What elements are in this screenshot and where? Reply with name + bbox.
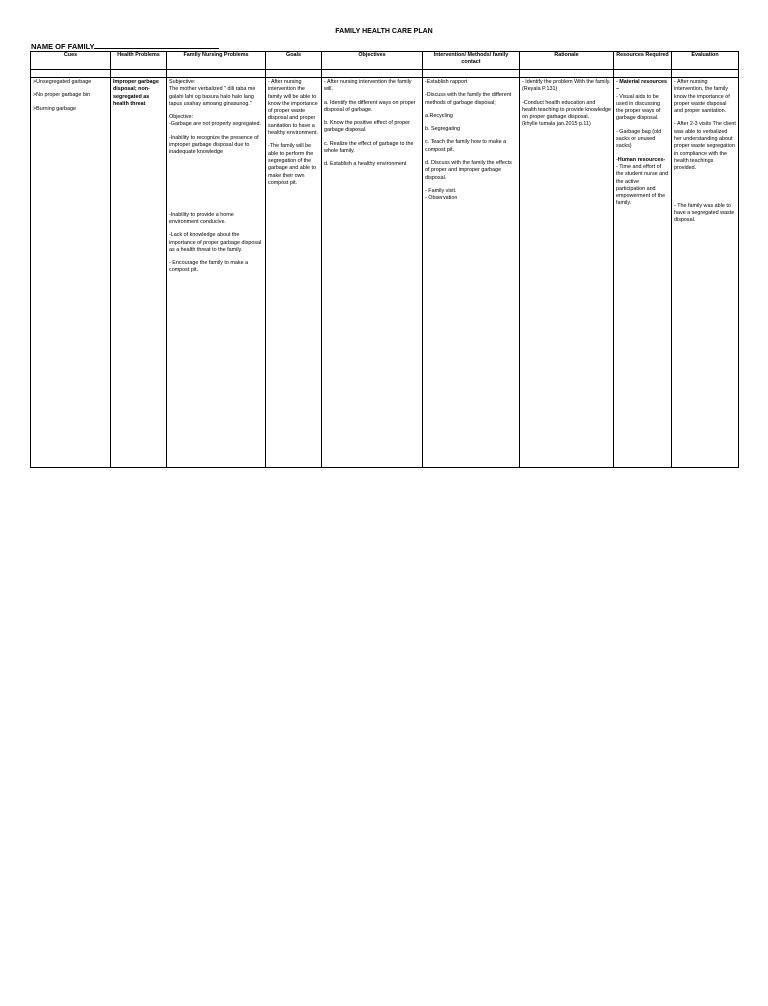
goal-item: - After nursing intervention the family will be able to know the importance of proper waste disposal and proper sanitation to have a healthy environment. xyxy=(268,79,319,137)
table-header-row xyxy=(31,52,739,70)
subjective-label: Subjective: xyxy=(169,79,196,85)
header-family-nursing-problems: Family Nursing Problems xyxy=(167,52,266,70)
cues-cell xyxy=(31,78,111,468)
rationale-item: - Identify the problem With the family. xyxy=(522,79,611,85)
header-intervention: Intervention/ Methods/ family contact xyxy=(423,52,520,70)
cue-item: >No proper garbage bin xyxy=(33,92,91,99)
header-health-problems: Health Problems xyxy=(111,52,167,70)
rationale-item: -Conduct health education and health teaching to provide knowledge on proper garbage disposal. xyxy=(522,99,612,121)
problem-inability-recognize: -Inability to recognize the presence of improper garbage disposal due to inadequate knowledge xyxy=(169,134,259,156)
goal-item: -The family will be able to perform the segregation of the garbage and able to make their own compost pit. xyxy=(268,143,316,186)
header-objectives: Objectives xyxy=(322,52,423,70)
resource-item: - Visual aids to be used in discussing the proper ways of garbage disposal. xyxy=(616,93,661,122)
family-name-label: NAME OF FAMILY xyxy=(31,42,95,51)
objective-item: b. Know the positive effect of proper garbage disposal. xyxy=(324,120,410,134)
evaluation-item: - After 2-3 visits The client was able to verbalized her understanding about proper waste segregation in compliance with the health teachings provided. xyxy=(674,121,736,172)
intervention-item: d. Discuss with the family the effects of proper and improper garbage disposal. xyxy=(425,160,512,181)
resource-item: - Time and effort of the student nurse and the active participation and empowerment of the family. xyxy=(616,163,669,207)
evaluation-item: - The family was able to have a segregated waste disposal. xyxy=(674,202,735,224)
header-rationale: Rationale xyxy=(520,52,614,70)
intervention-cell xyxy=(423,78,520,468)
evaluation-cell xyxy=(672,78,739,468)
goals-cell xyxy=(266,78,322,468)
problem-inability-provide: -Inability to provide a home environment conducive. xyxy=(169,211,234,225)
intervention-item: c. Teach the family how to make a compost pit. xyxy=(425,139,507,153)
cue-item: >Burning garbage xyxy=(33,105,77,112)
family-nursing-problems-cell xyxy=(167,78,266,468)
header-goals: Goals xyxy=(266,52,322,70)
intervention-item: -Discuss with the family the different methods of garbage disposal; xyxy=(425,92,512,106)
objective-intro: - After nursing intervention the family will. xyxy=(324,79,412,93)
intervention-item: - Observation xyxy=(425,195,458,202)
intervention-item: a.Recycling xyxy=(425,112,453,119)
subjective-text: The mother verbalized " dili raba me galahi lahi og basura halo halo lang tapus usahay amoang ginasunog." xyxy=(169,86,256,107)
table-row xyxy=(31,78,739,468)
intervention-item: b. Segregating xyxy=(425,126,461,133)
page-title: FAMILY HEALTH CARE PLAN xyxy=(335,28,433,35)
table-spacer-row xyxy=(31,70,739,78)
intervention-item: - Family visit. xyxy=(425,187,457,194)
evaluation-item: - After nursing intervention, the family know the importance of proper waste disposal and proper sanitation. xyxy=(674,79,730,115)
rationale-reference: (khylle tumala jan.2015 p.11) xyxy=(522,121,591,128)
objective-item: d. Establish a healthy environment xyxy=(324,161,407,168)
material-resources-prefix: - xyxy=(616,79,620,85)
cue-item: >Unsegregated garbage xyxy=(33,79,92,85)
human-resources-heading: Human resources- xyxy=(617,156,666,163)
health-problem-text: Improper garbage disposal; non-segregated as health threat xyxy=(113,79,159,107)
care-plan-table xyxy=(30,51,739,468)
rationale-cell xyxy=(520,78,614,468)
header-evaluation: Evaluation xyxy=(672,52,739,70)
objectives-cell xyxy=(322,78,423,468)
human-resources-prefix: - xyxy=(616,156,618,163)
human-resources-label xyxy=(616,157,669,164)
problem-lack-knowledge: -Lack of knowledge about the importance of proper garbage disposal as a health threat to the family. xyxy=(169,232,262,253)
header-resources: Resources Required xyxy=(614,52,672,70)
objective-text: -Garbage are not properly segregated. xyxy=(169,121,261,128)
objective-label: Objective: xyxy=(169,114,193,121)
family-name-blank[interactable] xyxy=(94,41,219,49)
objective-item: c. Realize the effect of garbage to the whole family. xyxy=(324,140,414,155)
objective-item: a. Identify the different ways on proper disposal of garbage. xyxy=(324,99,416,113)
rationale-reference: (Reyala P.131) xyxy=(522,86,558,93)
resources-cell xyxy=(614,78,672,468)
intervention-item: -Establish rapport xyxy=(425,79,468,85)
problem-encourage: - Encourage the family to make a compost pit. xyxy=(169,260,249,274)
header-cues: Cues xyxy=(31,52,111,70)
material-resources-label xyxy=(616,79,669,94)
family-name-line xyxy=(31,41,219,51)
health-problem-cell xyxy=(111,78,167,468)
material-resources-heading: Material resources – xyxy=(616,79,667,93)
resource-item: - Garbage bag (old sacks or unused sacks) xyxy=(616,128,662,150)
